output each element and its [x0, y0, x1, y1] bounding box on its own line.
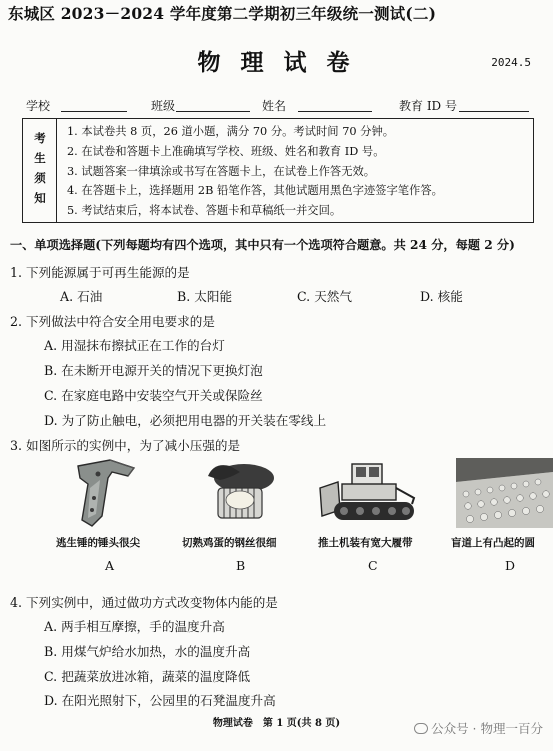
figure-b — [200, 458, 278, 528]
figure-d — [456, 458, 553, 528]
figure-caption-d: 盲道上有凸起的圆 — [451, 537, 535, 549]
page-footer: 物理试卷 第 1 页(共 8 页) — [212, 718, 341, 729]
education-id-label: 教育 ID 号 — [399, 99, 457, 113]
name-field[interactable] — [298, 111, 372, 112]
notice-item: 2. 在试卷和答题卡上准确填写学校、班级、姓名和教育 ID 号。 — [67, 145, 385, 158]
notice-item: 5. 考试结束后，将本试卷、答题卡和草稿纸一并交回。 — [67, 204, 342, 217]
notice-item: 4. 在答题卡上，选择题用 2B 铅笔作答，其他试题用黑色字迹签字笔作答。 — [67, 184, 443, 197]
question-stem: 2. 下列做法中符合安全用电要求的是 — [10, 314, 215, 329]
option-c[interactable]: C. 天然气 — [297, 289, 352, 304]
figure-a — [72, 458, 138, 528]
education-id-field[interactable] — [459, 111, 529, 112]
figure-c — [318, 458, 422, 528]
option-d[interactable]: D. 核能 — [420, 289, 463, 304]
figure-caption-b: 切熟鸡蛋的钢丝很细 — [182, 537, 277, 549]
option-c[interactable]: C. 把蔬菜放进冰箱，蔬菜的温度降低 — [44, 669, 251, 684]
notice-item: 3. 试题答案一律填涂或书写在答题卡上，在试卷上作答无效。 — [67, 165, 376, 178]
option-a[interactable]: A. 石油 — [60, 289, 103, 304]
notice-side-char: 生 — [34, 151, 46, 165]
option-b[interactable]: B. 在未断开电源开关的情况下更换灯泡 — [44, 363, 263, 378]
notice-side-char: 须 — [34, 171, 46, 185]
option-b[interactable]: B. 太阳能 — [177, 289, 233, 304]
question-stem: 3. 如图所示的实例中，为了减小压强的是 — [10, 438, 241, 453]
section-heading: 一、单项选择题(下列每题均有四个选项，其中只有一个选项符合题意。共 24 分，每题 2 分) — [10, 238, 515, 252]
notice-side-char: 知 — [34, 191, 46, 205]
notice-side-label — [23, 119, 57, 222]
watermark — [414, 719, 543, 737]
option-d[interactable]: D. 在阳光照射下，公园里的石凳温度升高 — [44, 693, 276, 708]
bulldozer-icon — [318, 458, 422, 528]
option-d[interactable]: D. 为了防止触电，必须把用电器的开关装在零线上 — [44, 413, 327, 428]
exam-notice-box — [22, 118, 534, 223]
exam-header-title: 东城区 2023－2024 学年度第二学期初三年级统一测试(二) — [8, 4, 437, 23]
figure-letter-a[interactable]: A — [105, 558, 115, 573]
option-b[interactable]: B. 用煤气炉给水加热，水的温度升高 — [44, 644, 251, 659]
notice-item: 1. 本试卷共 8 页，26 道小题，满分 70 分。考试时间 70 分钟。 — [67, 125, 395, 138]
option-c[interactable]: C. 在家庭电路中安装空气开关或保险丝 — [44, 388, 263, 403]
notice-side-char: 考 — [34, 131, 46, 145]
figure-letter-b[interactable]: B — [236, 558, 246, 573]
school-label: 学校 — [26, 99, 51, 113]
option-a[interactable]: A. 用湿抹布擦拭正在工作的台灯 — [44, 338, 225, 353]
page-title: 物 理 试 卷 — [197, 49, 356, 76]
egg-slicer-icon — [200, 458, 278, 528]
question-stem: 4. 下列实例中，通过做功方式改变物体内能的是 — [10, 595, 278, 610]
question-stem: 1. 下列能源属于可再生能源的是 — [10, 265, 190, 280]
figure-letter-d[interactable]: D — [505, 558, 516, 573]
class-field[interactable] — [176, 111, 250, 112]
figure-caption-a: 逃生锤的锤头很尖 — [56, 537, 140, 549]
tactile-paving-icon — [456, 458, 553, 528]
name-label: 姓名 — [262, 99, 287, 113]
escape-hammer-icon — [72, 458, 138, 528]
figure-letter-c[interactable]: C — [368, 558, 378, 573]
school-field[interactable] — [61, 111, 127, 112]
exam-date: 2024.5 — [491, 56, 531, 69]
figure-caption-c: 推土机装有宽大履带 — [318, 537, 413, 549]
option-a[interactable]: A. 两手相互摩擦，手的温度升高 — [44, 619, 225, 634]
watermark-text: 公众号 · 物理一百分 — [431, 721, 543, 736]
wechat-icon — [414, 723, 428, 734]
class-label: 班级 — [151, 99, 176, 113]
